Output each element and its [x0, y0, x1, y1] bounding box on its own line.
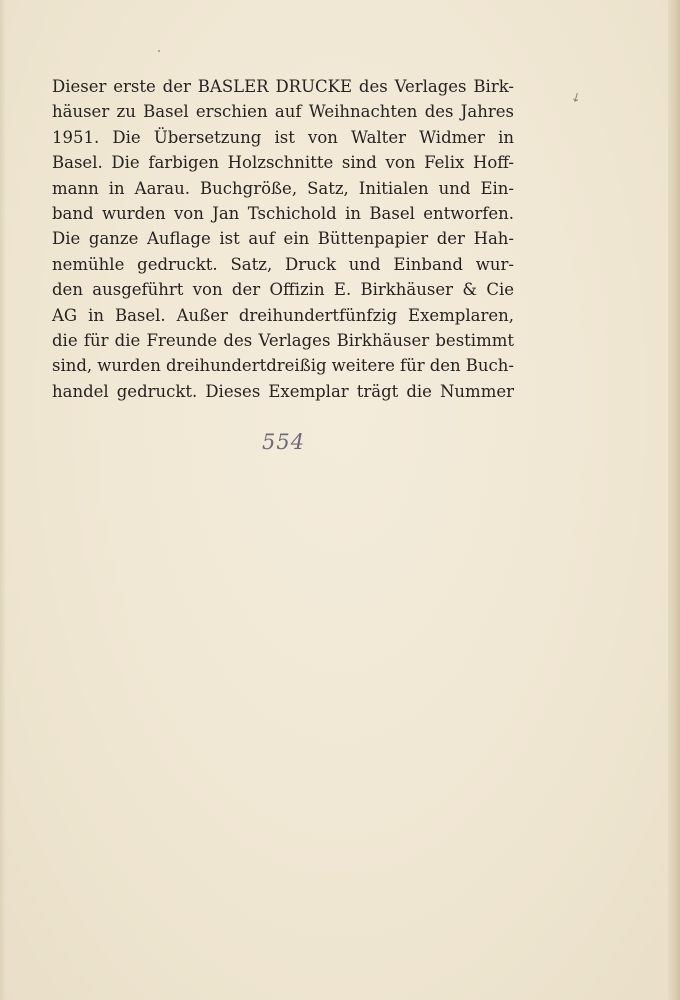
colophon-line: Dieser erste der BASLER DRUCKE des Verlages Birk- — [52, 77, 514, 96]
colophon-line: band wurden von Jan Tschichold in Basel entworfen. — [52, 204, 514, 224]
colophon-line: AG in Basel. Außer dreihundertfünfzig Exemplaren, — [52, 305, 514, 325]
handwritten-copy-number: 554 — [262, 430, 306, 454]
colophon-line: den ausgeführt von der Offizin E. Birkhäuser & Cie — [52, 280, 514, 300]
colophon-line: häuser zu Basel erschien auf Weihnachten des Jahres — [52, 102, 514, 122]
pencil-margin-mark: ↙ — [568, 88, 584, 106]
paper-speck — [158, 50, 160, 52]
colophon-line: die für die Freunde des Verlages Birkhäuser bestimmt — [52, 331, 514, 351]
page-right-edge — [668, 0, 680, 1000]
colophon-line: handel gedruckt. Dieses Exemplar trägt die Nummer — [52, 381, 514, 401]
colophon-line: sind, wurden dreihundertdreißig weitere für den Buch- — [52, 356, 514, 376]
colophon-text — [52, 74, 514, 404]
colophon-line: Basel. Die farbigen Holzschnitte sind von Felix Hoff- — [52, 153, 514, 173]
colophon-line: 1951. Die Übersetzung ist von Walter Widmer in — [52, 127, 514, 147]
colophon-line: Die ganze Auflage ist auf ein Büttenpapier der Hah- — [52, 229, 514, 249]
colophon-line: mann in Aarau. Buchgröße, Satz, Initialen und Ein- — [52, 178, 514, 198]
page-left-shadow — [0, 0, 6, 1000]
colophon-line: nemühle gedruckt. Satz, Druck und Einband wur- — [52, 254, 514, 274]
